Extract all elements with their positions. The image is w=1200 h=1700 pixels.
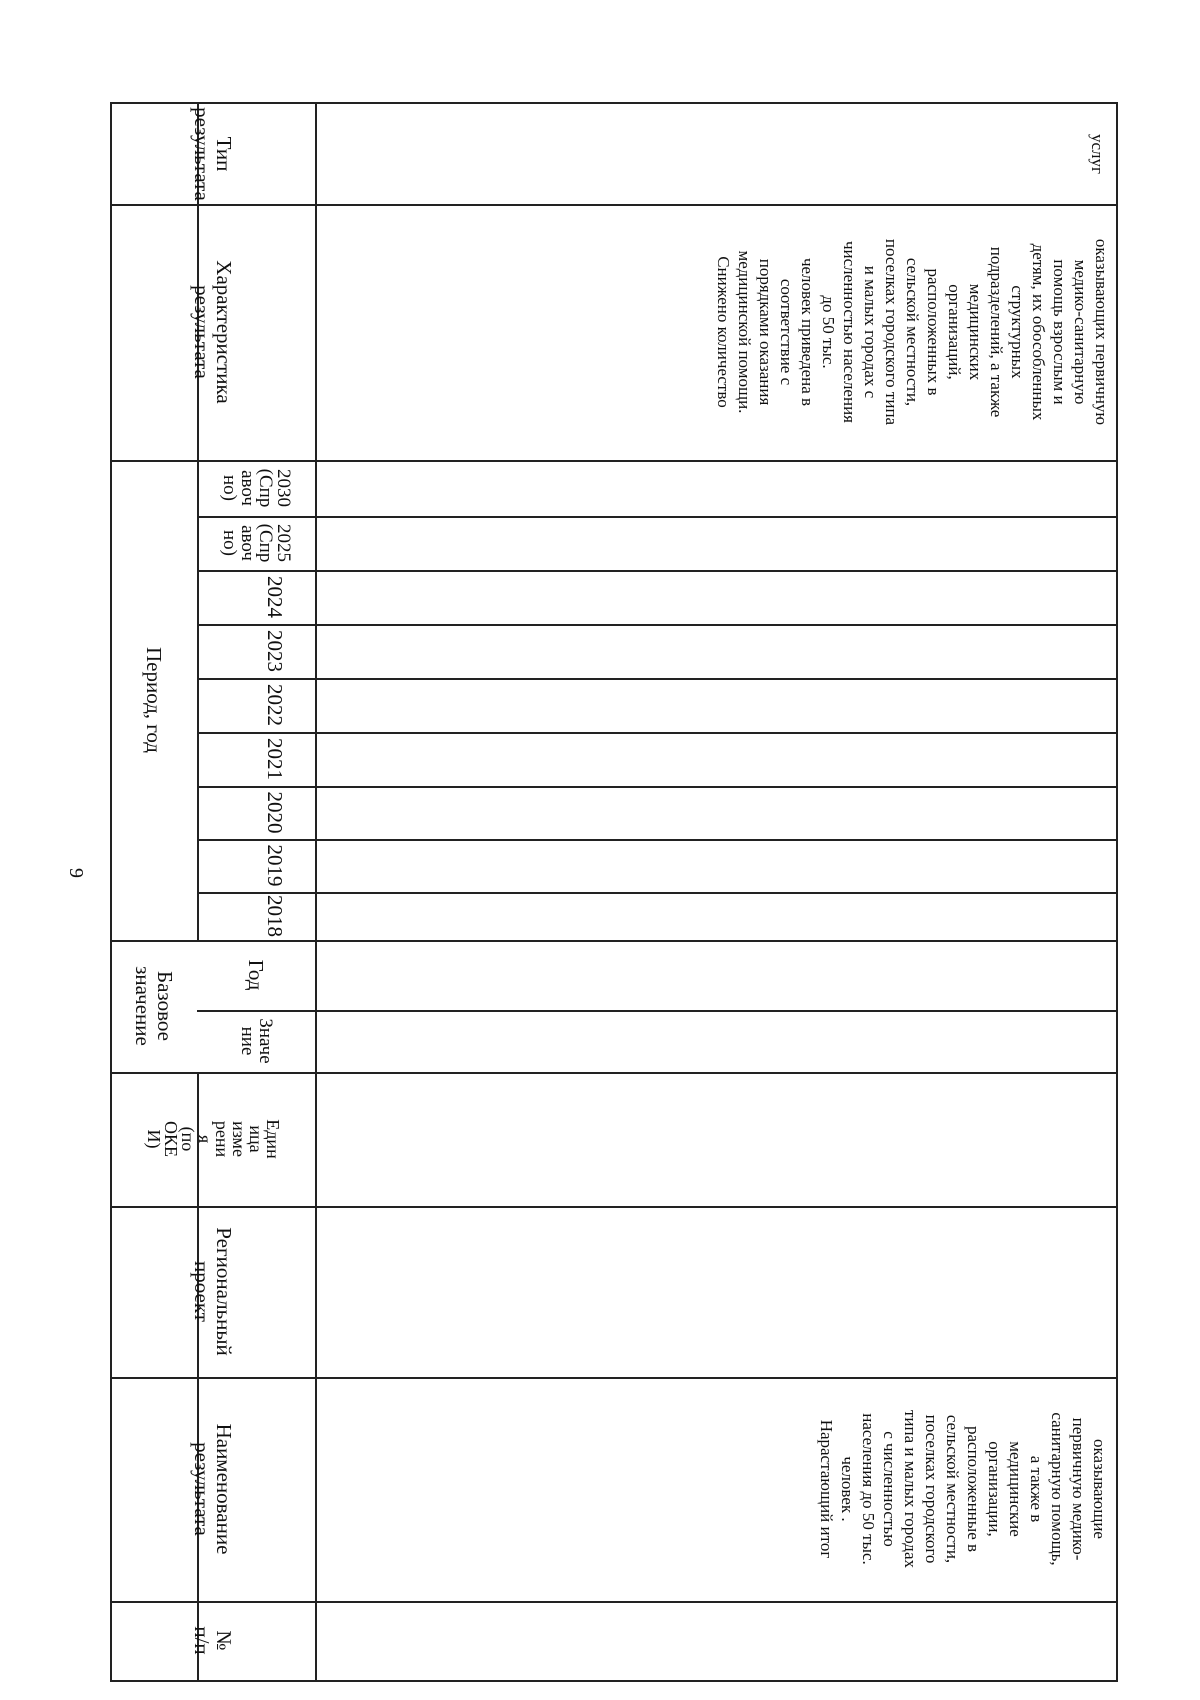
divider — [197, 624, 1116, 626]
header-year-2022: 2022 — [263, 684, 287, 726]
cell-result-type: услуг — [1088, 133, 1107, 174]
header-year-2023: 2023 — [263, 630, 287, 672]
divider — [197, 1010, 1116, 1012]
header-year-2025: 2025 (Спр авоч но) — [219, 523, 294, 563]
header-result-name: Наименование результата — [190, 1423, 237, 1555]
page-number: 9 — [65, 868, 87, 878]
divider — [197, 516, 1116, 518]
divider — [197, 678, 1116, 680]
header-year-2020: 2020 — [263, 791, 287, 834]
header-base-value: Базовое значение — [131, 966, 178, 1046]
header-base-value-sub: Значе ние — [237, 1018, 276, 1064]
divider — [197, 732, 1116, 734]
header-year-2024: 2024 — [263, 576, 287, 618]
header-base-year: Год — [244, 959, 268, 991]
header-year-2019: 2019 — [263, 844, 287, 887]
header-year-2018: 2018 — [263, 895, 287, 937]
header-year-2021: 2021 — [263, 738, 287, 780]
header-type: Тип результата — [190, 107, 237, 201]
header-characteristic: Характеристика результата — [190, 260, 237, 404]
cell-characteristic: оказывающих первичную медико-санитарную помощь взрослым и детям, их обособленных структурных подразделений, а также медицинских организаций, расположенных в сельской местности, поселках городского типа и малых городах с численностью населения до 50 тыс. человек приведена в соответствие с порядками оказания медицинской помощи. Снижено количество — [714, 238, 1111, 426]
header-period: Период, год — [142, 647, 167, 753]
divider — [197, 786, 1116, 788]
divider — [197, 892, 1116, 894]
results-table — [110, 102, 1118, 1682]
header-year-2030: 2030 (Спр авоч но) — [219, 468, 294, 508]
divider — [197, 570, 1116, 572]
divider — [197, 839, 1116, 841]
header-number: № п/п — [190, 1626, 237, 1655]
header-regional-project: Региональный проект — [190, 1227, 237, 1356]
cell-result-name: оказывающие первичную медико- санитарную помощь, а также в медицинские организации, расположенные в сельской местности, поселках городского типа и малых городах с численностью населения до 50 тыс. человек . Нарастающий итог — [817, 1409, 1109, 1568]
header-unit: Един ица изме рени я (по ОКЕ И) — [144, 1119, 284, 1159]
